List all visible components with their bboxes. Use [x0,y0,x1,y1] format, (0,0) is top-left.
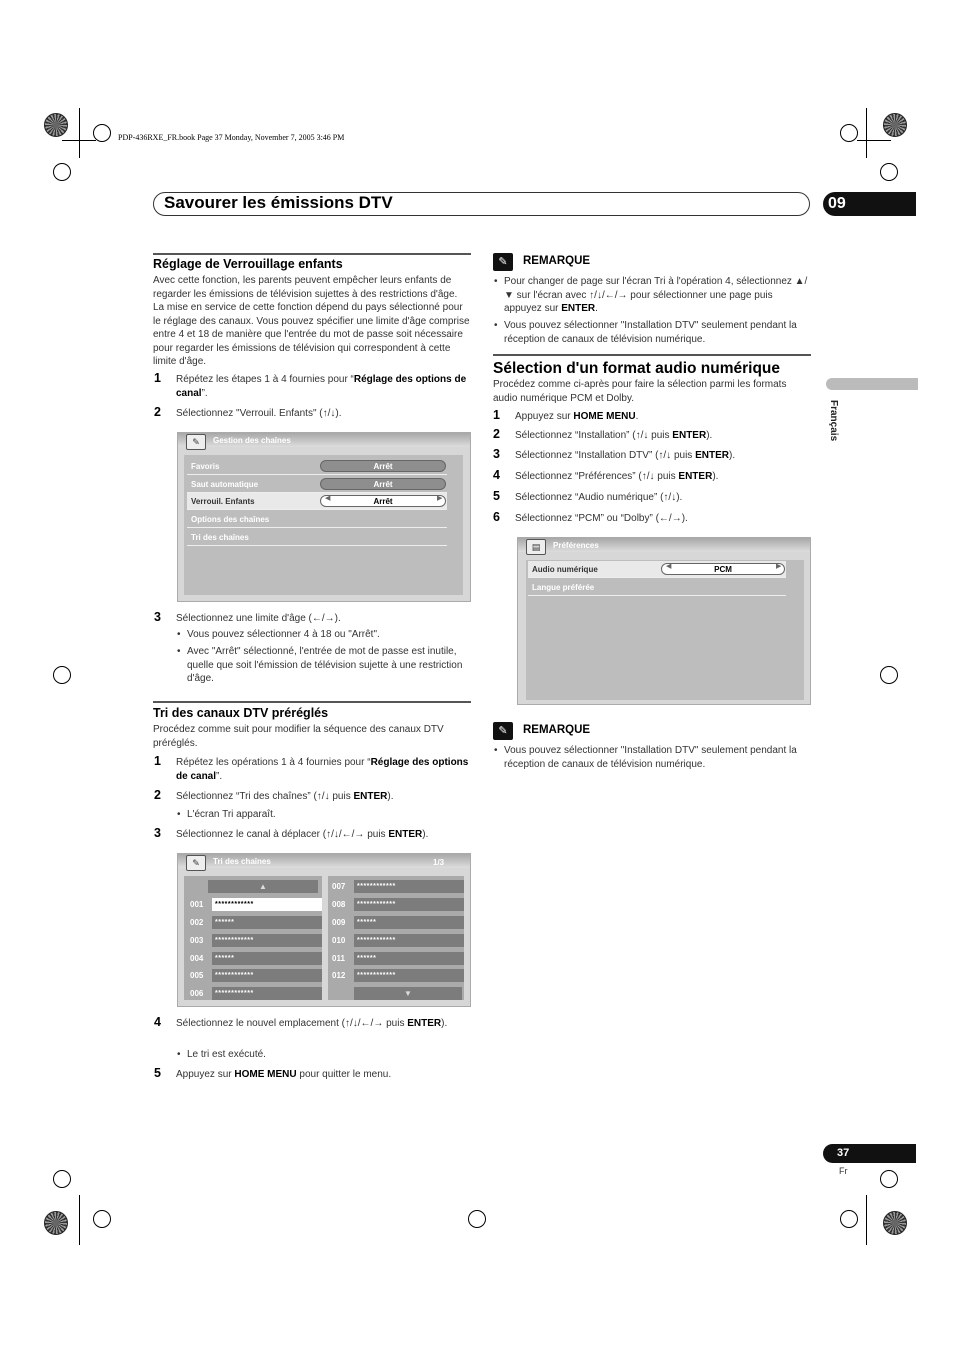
left-arrow-icon[interactable]: ◀ [666,563,672,570]
bullet-item: • Vous pouvez sélectionner 4 à 18 ou "Arrêt". [187,628,471,642]
menu-row-selected[interactable]: Verrouil. Enfants Arrêt ◀ ▶ [187,493,447,510]
channel-row[interactable]: 003 ************ [190,934,322,947]
step-item: 1 Répétez les étapes 1 à 4 fournies pour “Réglage des options de canal”. [154,371,467,399]
step-item: 3 Sélectionnez le canal à déplacer (↑/↓/←/→ puis ENTER). [154,826,429,840]
page-indicator: 1/3 [433,858,445,867]
step-item: 2 Sélectionnez “Tri des chaînes” (↑/↓ puis ENTER). [154,788,394,802]
menu-row-selected[interactable]: Audio numérique PCM ◀ ▶ [528,561,786,578]
menu-icon: ✎ [186,434,206,450]
menu-title: Gestion des chaînes [213,436,291,445]
step-item: 1 Répétez les opérations 1 à 4 fournies pour “Réglage des options de canal”. [154,754,469,782]
note-bullet: • Vous pouvez sélectionner "Installation DTV" seulement pendant la réception de canaux de télévision numérique. [504,319,809,346]
step-item: 2 Sélectionnez "Verrouil. Enfants" (↑/↓). [154,405,342,419]
channel-row[interactable]: 008 ************ [332,898,464,911]
menu-screen [177,432,471,602]
section-title: Réglage de Verrouillage enfants [153,257,343,271]
channel-row[interactable]: 001 ************ [190,898,322,911]
step-item: 5 Appuyez sur HOME MENU pour quitter le menu. [154,1066,392,1080]
section-title: Sélection d'un format audio numérique [493,360,781,377]
menu-row[interactable]: Langue préférée [528,579,786,596]
section-intro: Avec cette fonction, les parents peuvent empêcher leurs enfants de regarder les émissions de télévision sujettes à des restrictions d'âge. La mise en service de cette fonction dépend du pays sélectionné pour le réglage des canaux. Vous pouvez spécifier une limite d'âge comprise entre 4 et 18 de manière que l'entrée du mot de passe soit nécessaire pour regarder les émissions de télévision qui correspondent à cette limite d'âge. [153,275,470,367]
step-item: 6 Sélectionnez “PCM” ou “Dolby” (←/→). [493,510,688,524]
channel-row[interactable]: 009 ****** [332,916,464,929]
channel-row[interactable]: 006 ************ [190,987,322,1000]
page-language: Fr [839,1166,848,1176]
step-item: 2 Sélectionnez “Installation” (↑/↓ puis ENTER). [493,427,713,441]
language-label: Français [828,400,839,442]
section-intro: Procédez comme suit pour modifier la séquence des canaux DTV préréglés. [153,724,444,749]
note-title: REMARQUE [523,255,591,267]
channel-row[interactable]: 004 ****** [190,952,322,965]
step-item: 1 Appuyez sur HOME MENU. [493,408,639,422]
menu-row[interactable]: Saut automatique Arrêt [187,476,447,493]
step-item: 4 Sélectionnez le nouvel emplacement (↑/↓/←/→ puis ENTER). [154,1015,448,1029]
step-item: 3 Sélectionnez “Installation DTV” (↑/↓ puis ENTER). [493,447,736,461]
sort-menu-screen [177,853,471,1007]
channel-row[interactable]: 010 ************ [332,934,464,947]
step-item: 4 Sélectionnez “Préférences” (↑/↓ puis ENTER). [493,468,719,482]
preferences-menu-screen [517,537,811,705]
step-item: 5 Sélectionnez “Audio numérique” (↑/↓). [493,489,683,503]
channel-row[interactable]: 005 ************ [190,969,322,982]
menu-title: Préférences [553,541,599,550]
left-arrow-icon[interactable]: ◀ [325,495,331,502]
section-title: Tri des canaux DTV préréglés [153,706,329,720]
chapter-title: Savourer les émissions DTV [164,193,393,212]
note-bullet: • Pour changer de page sur l'écran Tri à l'opération 4, sélectionnez ▲/▼ sur l'écran avec ↑/↓/←/→ pour sélectionner une page puis appuyez sur ENTER. [504,275,809,316]
channel-row[interactable]: 002 ****** [190,916,322,929]
section-intro: Procédez comme ci-après pour faire la sélection parmi les formats audio numérique PCM et Dolby. [493,379,787,404]
step-item: 3 Sélectionnez une limite d'âge (←/→). [154,610,341,624]
bullet-item: • L'écran Tri apparaît. [187,808,471,822]
menu-row[interactable]: Tri des chaînes [187,529,447,546]
menu-title: Tri des chaînes [213,857,271,866]
chapter-number: 09 [823,192,916,216]
menu-row[interactable]: Options des chaînes [187,511,447,528]
registration-mark [883,1211,909,1237]
channel-row[interactable]: 012 ************ [332,969,464,982]
registration-mark [44,1211,70,1237]
right-arrow-icon[interactable]: ▶ [437,495,443,502]
note-title: REMARQUE [523,724,591,736]
registration-mark [883,113,909,139]
registration-mark [44,113,70,139]
page-down-button[interactable]: ▼ [354,987,462,1000]
menu-icon: ▤ [526,539,546,555]
channel-row[interactable]: 007 ************ [332,880,464,893]
page-number: 37 [823,1144,916,1163]
right-arrow-icon[interactable]: ▶ [776,563,782,570]
bullet-item: • Le tri est exécuté. [187,1048,471,1062]
channel-row[interactable]: 011 ****** [332,952,464,965]
menu-row[interactable]: Favoris Arrêt [187,458,447,475]
language-tab [826,378,918,390]
note-icon: ✎ [493,253,513,271]
note-bullet: • Vous pouvez sélectionner "Installation DTV" seulement pendant la réception de canaux de télévision numérique. [504,744,809,771]
menu-icon: ✎ [186,855,206,871]
page-up-button[interactable]: ▲ [208,880,318,893]
bullet-item: • Avec "Arrêt" sélectionné, l'entrée de mot de passe est inutile, quelle que soit l'émission de télévision sujette à une restriction d'âge. [187,645,471,686]
note-icon: ✎ [493,722,513,740]
file-header: PDP-436RXE_FR.book Page 37 Monday, November 7, 2005 3:46 PM [118,133,345,142]
